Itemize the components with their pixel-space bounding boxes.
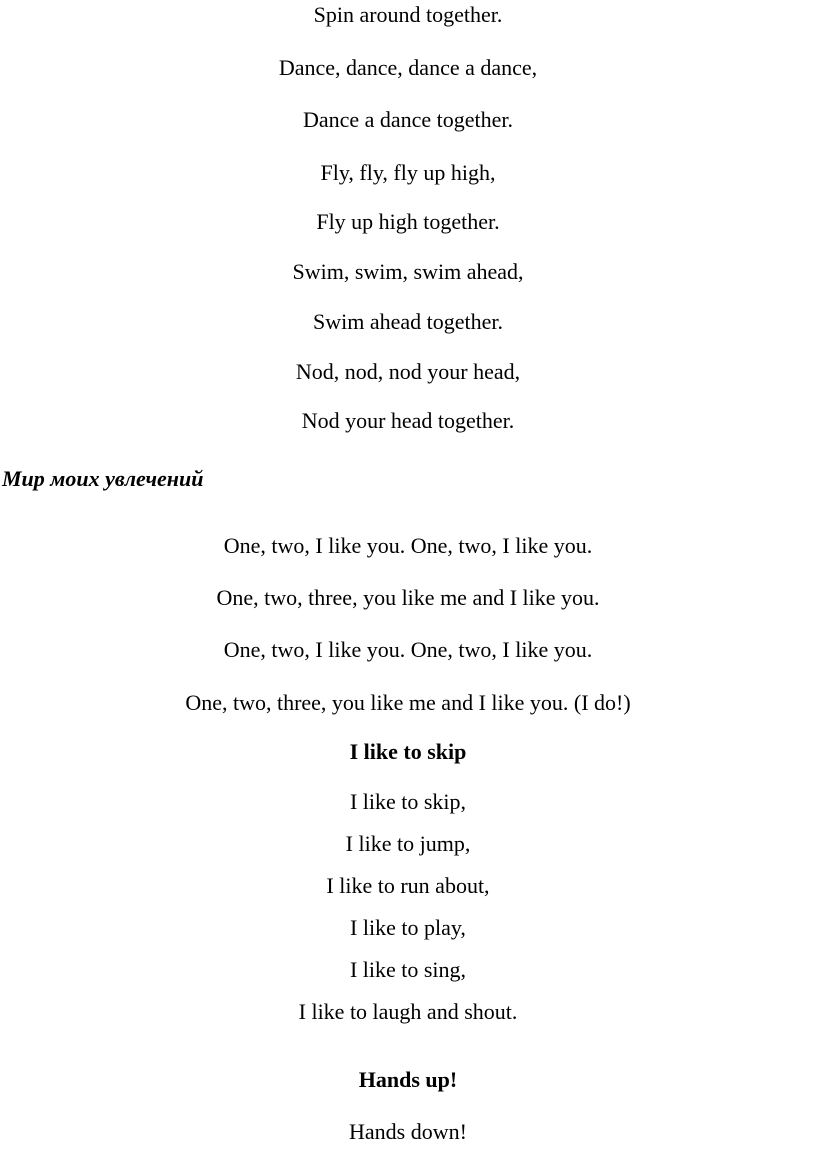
dance-song-line: Swim, swim, swim ahead, [292,259,524,284]
like-you-song-line: One, two, I like you. One, two, I like you. [223,637,593,662]
skip-poem-line: I like to sing, [349,957,467,982]
dance-song-line: Swim ahead together. [312,309,503,334]
skip-poem-line: I like to skip, [349,789,467,814]
like-you-song-line: One, two, I like you. One, two, I like you. [223,533,593,558]
dance-song-line: Nod, nod, nod your head, [295,359,521,384]
dance-song-line: Nod your head together. [301,408,515,433]
hands-poem-title: Hands up! [358,1067,458,1092]
skip-poem-line: I like to jump, [345,831,471,856]
skip-poem-line: I like to run about, [326,873,490,898]
dance-song-line: Dance a dance together. [302,107,514,132]
like-you-song-line: One, two, three, you like me and I like you. (I do!) [185,690,631,715]
dance-song-line: Spin around together. [313,2,503,27]
dance-song-line: Fly, fly, fly up high, [320,160,496,185]
dance-song-line: Dance, dance, dance a dance, [278,55,538,80]
skip-poem-title: I like to skip [349,739,467,764]
skip-poem-line: I like to play, [350,915,466,940]
dance-song-line: Fly up high together. [316,209,500,234]
hands-poem-line: Hands down! [349,1119,467,1144]
skip-poem-line: I like to laugh and shout. [298,999,518,1024]
section-heading: Мир моих увлечений [2,466,204,491]
like-you-song-line: One, two, three, you like me and I like you. [216,585,600,610]
